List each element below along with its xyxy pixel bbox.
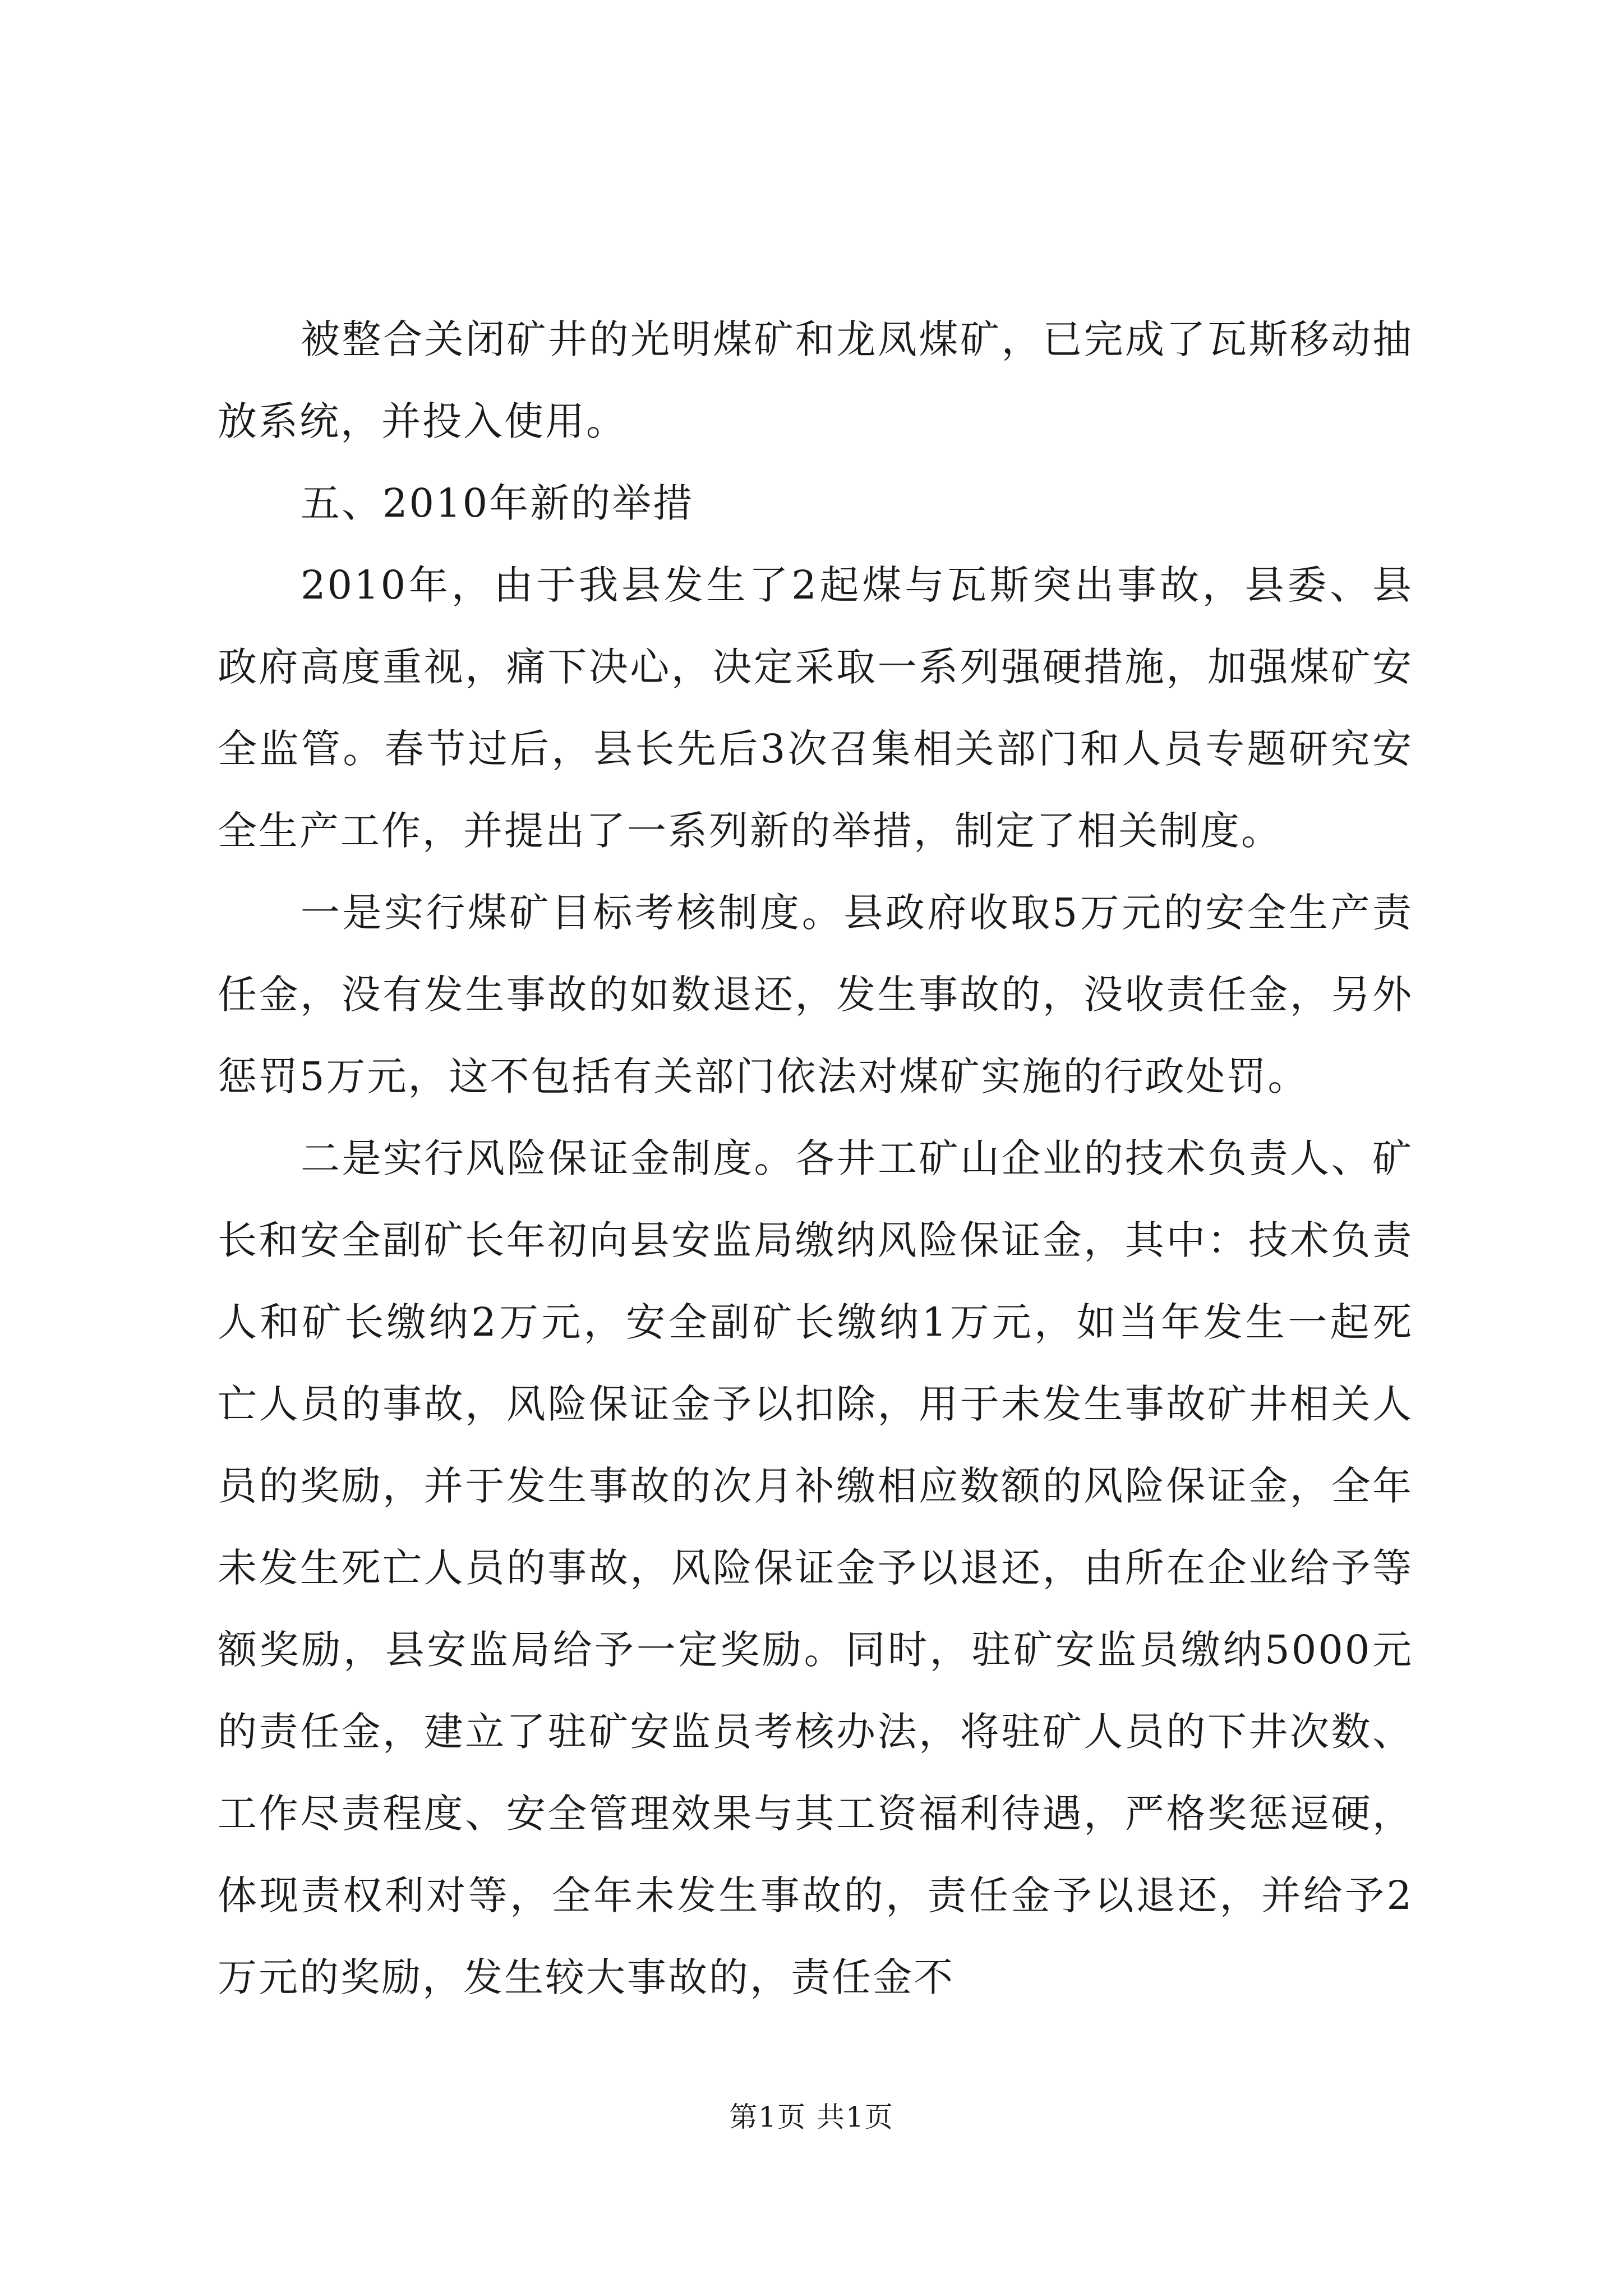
paragraph: 一是实行煤矿目标考核制度。县政府收取5万元的安全生产责任金，没有发生事故的如数退还，发生事故的，没收责任金，另外惩罚5万元，这不包括有关部门依法对煤矿实施的行政处罚。 bbox=[218, 890, 1413, 1099]
paragraph-continuation: 被整合关闭矿井的光明煤矿和龙凤煤矿，已完成了瓦斯移动抽放系统，并投入使用。 bbox=[218, 316, 1413, 444]
page-footer bbox=[0, 2095, 1623, 2135]
page-number-label: 第1页 共1页 bbox=[729, 2101, 894, 2133]
section-heading: 五、2010年新的举措 bbox=[301, 480, 694, 526]
paragraph: 二是实行风险保证金制度。各井工矿山企业的技术负责人、矿长和安全副矿长年初向县安监局缴纳风险保证金，其中：技术负责人和矿长缴纳2万元，安全副矿长缴纳1万元，如当年发生一起死亡人员的事故，风险保证金予以扣除，用于未发生事故矿井相关人员的奖励，并于发生事故的次月补缴相应数额的风险保证金，全年未发生死亡人员的事故，风险保证金予以退还，由所在企业给予等额奖励，县安监局给予一定奖励。同时，驻矿安监员缴纳5000元的责任金，建立了驻矿安监员考核办法，将驻矿人员的下井次数、工作尽责程度、安全管理效果与其工资福利待遇，严格奖惩逗硬，体现责权利对等，全年未发生事故的，责任金予以退还，并给予2万元的奖励，发生较大事故的，责任金不 bbox=[218, 1135, 1413, 2000]
paragraph: 2010年，由于我县发生了2起煤与瓦斯突出事故，县委、县政府高度重视，痛下决心，决定采取一系列强硬措施，加强煤矿安全监管。春节过后，县长先后3次召集相关部门和人员专题研究安全生产工作，并提出了一系列新的举措，制定了相关制度。 bbox=[218, 562, 1413, 854]
document-body bbox=[218, 298, 1413, 2018]
